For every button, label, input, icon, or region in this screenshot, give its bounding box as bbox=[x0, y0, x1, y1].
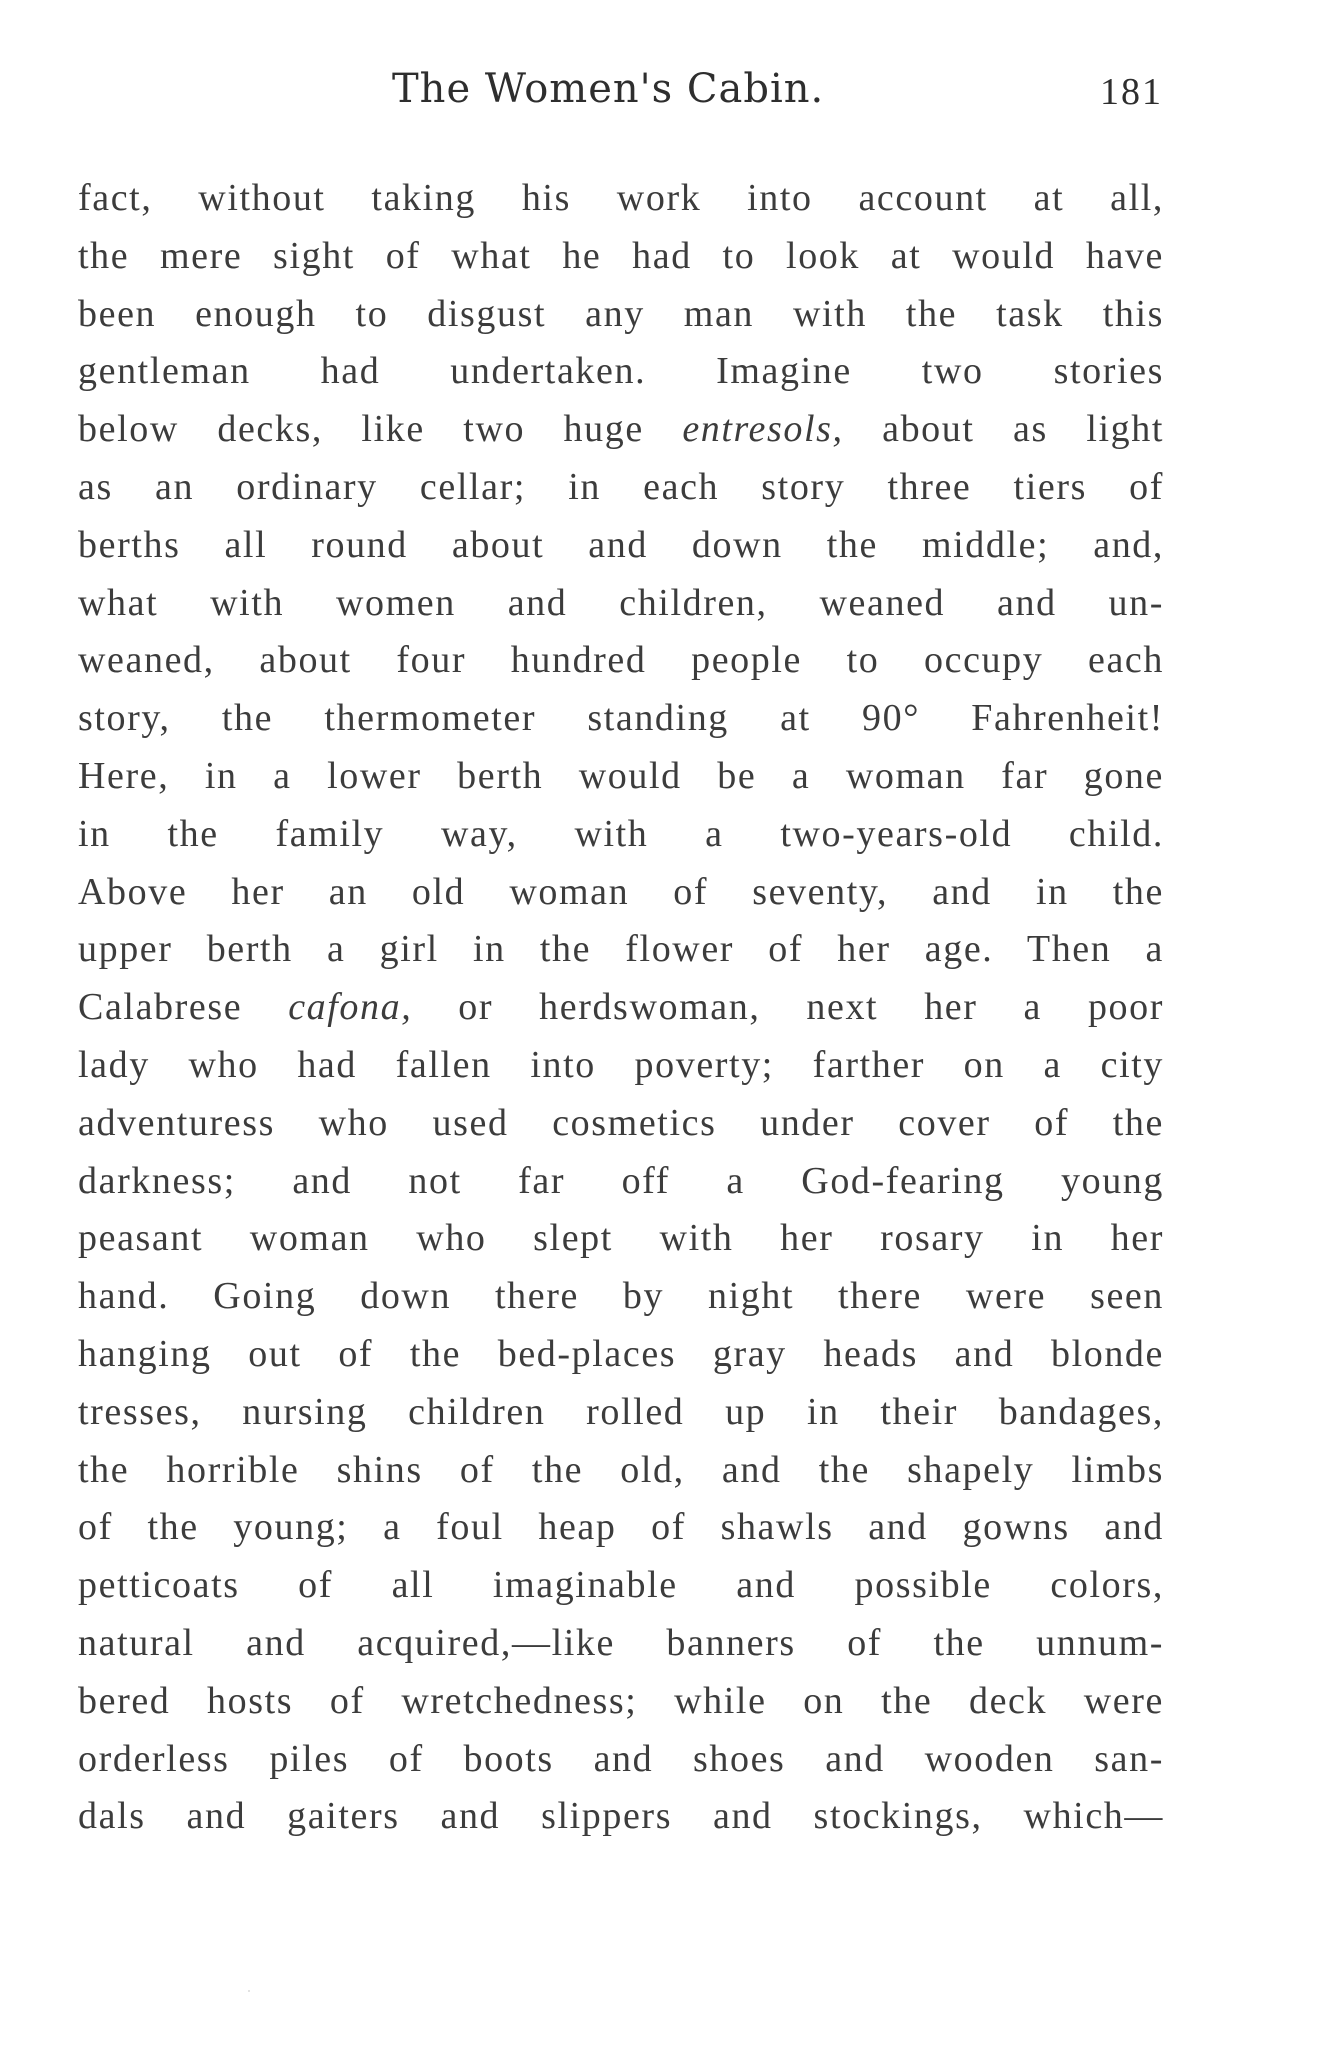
text-line bbox=[78, 1095, 1164, 1153]
text-run: hanging out of the bed-places gray heads and blonde bbox=[78, 1332, 1164, 1375]
text-line bbox=[78, 921, 1164, 979]
text-run: the mere sight of what he had to look at would have bbox=[78, 234, 1164, 277]
text-run: Calabrese bbox=[78, 986, 289, 1029]
text-run: lady who had fallen into poverty; farther on a city bbox=[78, 1043, 1164, 1086]
text-run: been enough to disgust any man with the task this bbox=[78, 292, 1164, 335]
running-head bbox=[0, 66, 1328, 126]
running-title: The Women's Cabin. bbox=[392, 66, 825, 112]
text-line bbox=[78, 343, 1164, 401]
text-line bbox=[78, 1384, 1164, 1442]
text-run: tresses, nursing children rolled up in their bandages, bbox=[78, 1390, 1164, 1433]
text-line bbox=[78, 632, 1164, 690]
text-line bbox=[78, 1153, 1164, 1211]
text-run: upper berth a girl in the flower of her age. Then a bbox=[78, 928, 1164, 971]
text-run: petticoats of all imaginable and possible colors, bbox=[78, 1564, 1164, 1607]
text-run: adventuress who used cosmetics under cover of the bbox=[78, 1101, 1164, 1144]
text-line bbox=[78, 979, 1164, 1037]
text-run: dals and gaiters and slippers and stockings, which— bbox=[78, 1795, 1164, 1838]
text-line bbox=[78, 228, 1164, 286]
page-number: 181 bbox=[1100, 71, 1163, 113]
text-line bbox=[78, 1326, 1164, 1384]
italic-term: cafona, bbox=[288, 986, 413, 1029]
text-line bbox=[78, 748, 1164, 806]
text-line bbox=[78, 401, 1164, 459]
text-run: below decks, like two huge bbox=[78, 408, 683, 451]
text-line bbox=[78, 1268, 1164, 1326]
text-run: Here, in a lower berth would be a woman far gone bbox=[78, 754, 1164, 797]
text-line bbox=[78, 170, 1164, 228]
text-run: berths all round about and down the middle; and, bbox=[78, 523, 1164, 566]
paper-speck bbox=[248, 1990, 250, 1992]
text-run: about as light bbox=[843, 408, 1164, 451]
text-run: as an ordinary cellar; in each story three tiers of bbox=[78, 465, 1164, 508]
text-line bbox=[78, 1210, 1164, 1268]
text-run: the horrible shins of the old, and the shapely limbs bbox=[78, 1448, 1164, 1491]
text-line bbox=[78, 1788, 1164, 1846]
text-line bbox=[78, 864, 1164, 922]
text-line bbox=[78, 1499, 1164, 1557]
text-run: story, the thermometer standing at 90° Fahrenheit! bbox=[78, 697, 1164, 740]
text-run: peasant woman who slept with her rosary in her bbox=[78, 1217, 1164, 1260]
text-run: weaned, about four hundred people to occupy each bbox=[78, 639, 1164, 682]
text-line bbox=[78, 690, 1164, 748]
text-run: Above her an old woman of seventy, and in the bbox=[78, 870, 1164, 913]
text-run: or herdswoman, next her a poor bbox=[412, 986, 1164, 1029]
text-line bbox=[78, 517, 1164, 575]
text-line bbox=[78, 575, 1164, 633]
text-run: what with women and children, weaned and un- bbox=[78, 581, 1164, 624]
text-line bbox=[78, 1037, 1164, 1095]
text-line bbox=[78, 459, 1164, 517]
text-run: in the family way, with a two-years-old child. bbox=[78, 812, 1164, 855]
text-line bbox=[78, 806, 1164, 864]
text-run: orderless piles of boots and shoes and wooden san- bbox=[78, 1737, 1164, 1780]
text-run: gentleman had undertaken. Imagine two stories bbox=[78, 350, 1164, 393]
text-line bbox=[78, 1442, 1164, 1500]
text-line bbox=[78, 1615, 1164, 1673]
text-line bbox=[78, 1557, 1164, 1615]
italic-term: entresols, bbox=[682, 408, 844, 451]
body-text bbox=[78, 170, 1164, 1846]
text-run: hand. Going down there by night there were seen bbox=[78, 1275, 1164, 1318]
text-line bbox=[78, 1731, 1164, 1789]
text-run: fact, without taking his work into account at all, bbox=[78, 177, 1164, 219]
text-run: bered hosts of wretchedness; while on the deck were bbox=[78, 1679, 1164, 1722]
text-line bbox=[78, 1673, 1164, 1731]
text-line bbox=[78, 286, 1164, 344]
text-run: natural and acquired,—like banners of the unnum- bbox=[78, 1621, 1164, 1664]
text-run: of the young; a foul heap of shawls and gowns and bbox=[78, 1506, 1164, 1549]
text-run: darkness; and not far off a God-fearing young bbox=[78, 1159, 1164, 1202]
